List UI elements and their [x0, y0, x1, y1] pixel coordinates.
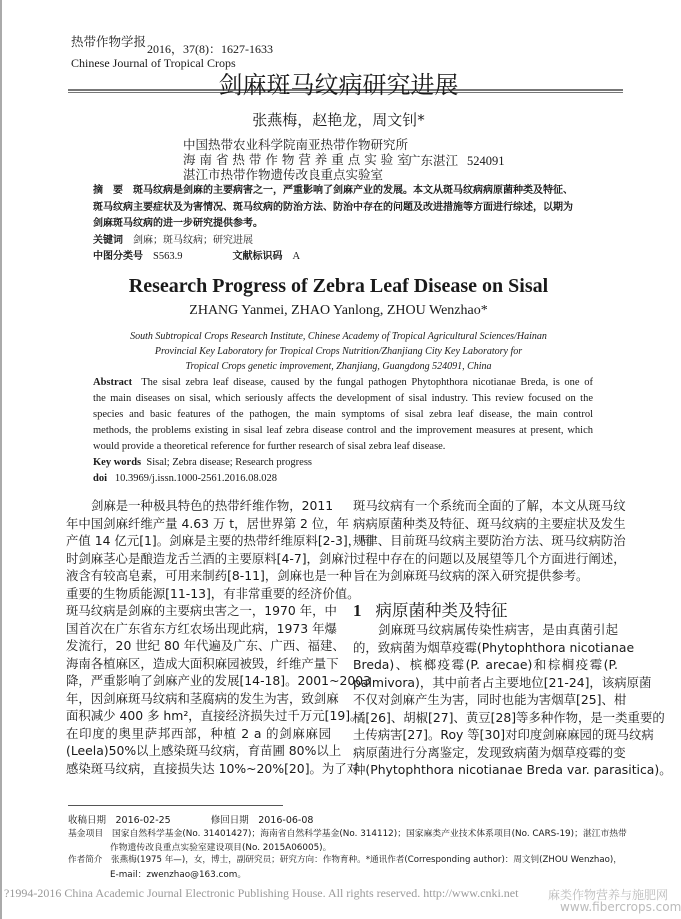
body-line: 种(Phytophthora nicotianae Breda var. parasitica)。	[353, 762, 672, 777]
title-en: Research Progress of Zebra Leaf Disease on Sisal	[128, 275, 549, 297]
body-line: (Leela)50%以上感染斑马纹病，育苗圃 80%以上	[66, 743, 342, 758]
journal-name-cn: 热带作物学报	[71, 34, 147, 49]
affiliation-city: 广东湛江	[408, 153, 459, 168]
body-line: palmivora)，其中前者占主要地位[21-24]，该病原菌	[353, 674, 652, 690]
footnote-rule	[68, 805, 283, 806]
affiliation-postcode: 524091	[467, 154, 505, 168]
body-line: 不仅对剑麻产生为害，同时也能为害烟草[25]、柑	[353, 692, 627, 707]
affiliation-en-line: South Subtropical Crops Research Institute, Chinese Academy of Tropical Agricultural Sciences/Hainan	[130, 331, 547, 342]
abstract-cn-line: 剑麻斑马纹病的进一步研究提供参考。	[93, 218, 263, 229]
body-line: 国首次在广东省东方红农场出现此病，1973 年爆	[66, 620, 337, 636]
footnote-author: 作者简介 张燕梅(1975 年—)，女，博士，副研究员；研究方向：作物育种。*通讯作者(Corresponding author)：周文钊(ZHOU Wenzhao)，	[68, 855, 622, 865]
affiliation-en	[0, 329, 677, 374]
keywords-cn-label: 关键词	[93, 234, 123, 246]
affiliation-line: 中国热带农业科学院南亚热带作物研究所	[183, 137, 409, 152]
copyright: ?1994-2016 China Academic Journal Electronic Publishing House. All rights reserved. http://www.cnki.net	[4, 886, 519, 900]
body-line: 剑麻斑马纹病属传染性病害，是由真菌引起	[378, 622, 618, 637]
abstract-cn	[93, 183, 583, 266]
title-cn: 剑麻斑马纹病研究进展	[218, 71, 459, 99]
body-line: 斑马纹病有一个系统而全面的了解，本文从斑马纹	[353, 498, 626, 513]
affiliation-line: 海 南 省 热 带 作 物 营 养 重 点 实 验 室	[183, 152, 410, 167]
classification-label: 中图分类号	[93, 251, 143, 262]
keywords-cn-value: 剑麻；斑马纹病；研究进展	[133, 234, 253, 246]
section-title: 病原菌种类及特征	[375, 601, 508, 620]
body-line: 橘[26]、胡椒[27]、黄豆[28]等多种作物，是一类重要的	[353, 709, 665, 725]
abstract-en-line: methods, the problems existing in sisal leaf zebra disease control and the improvement measures at present, which	[93, 425, 593, 436]
body-line: 面积减少 400 多 hm²，直接经济损失过千万元[19]。	[66, 708, 363, 723]
body-line: 年中国剑麻纤维产量 4.63 万 t，居世界第 2 位，年	[66, 515, 350, 531]
body-line: 病原菌进行分离鉴定，发现致病菌为烟草疫霉的变	[353, 744, 626, 760]
footnote-fund: 基金项目 国家自然科学基金(No. 31401427)；海南省自然科学基金(No. 314112)；国家麻类产业技术体系项目(No. CARS-19)；湛江市热带	[68, 829, 627, 839]
body-column-left	[66, 497, 373, 777]
keywords-en-label: Key words	[93, 457, 142, 468]
received-date: 收稿日期 2016-02-25	[68, 815, 171, 826]
journal-citation: 2016，37(8)：1627-1633	[147, 42, 273, 56]
doc-code-value: A	[292, 251, 301, 262]
authors-en: ZHANG Yanmei, ZHAO Yanlong, ZHOU Wenzhao*	[189, 303, 488, 318]
body-line: 在印度的奥里萨邦西部，种植 2 a 的剑麻麻园	[66, 725, 331, 741]
body-line: 液含有较高皂素，可用来制药[8-11]，剑麻也是一种	[66, 568, 352, 583]
watermark-logo-text: 麻类作物营养与施肥网	[548, 888, 669, 902]
abstract-en-line: species and basic features of the pathogen, the main symptoms of sisal zebra leaf disease, the main control	[93, 409, 593, 420]
body-line: 的，致病菌为烟草疫霉(Phytophthora nicotianae	[353, 639, 635, 655]
watermark-url: www.fibercrops.com	[560, 900, 681, 914]
body-line: 降，严重影响了剑麻产业的发展[14-18]。2001~2003	[66, 673, 371, 688]
footnote-email: E-mail：zwenzhao@163.com。	[110, 870, 247, 880]
body-line: 剑麻是一种极具特色的热带纤维作物，2011	[91, 498, 334, 513]
body-line: 海南各植麻区，造成大面积麻园被毁，纤维产量下	[66, 655, 339, 671]
body-line: 规律、目前斑马纹病主要防治方法、斑马纹病防治	[353, 533, 626, 548]
affiliation-line: 湛江市热带作物遗传改良重点实验室	[183, 167, 384, 182]
footnote-fund-cont: 作物遗传改良重点实验室建设项目(No. 2015A06005)。	[110, 843, 332, 853]
body-line: 土传病害[27]。Roy 等[30]对印度剑麻麻园的斑马纹病	[353, 727, 654, 742]
keywords-en-value: Sisal; Zebra disease; Research progress	[146, 457, 312, 468]
body-line: 病病原菌种类及特征、斑马纹病的主要症状及发生	[353, 515, 626, 531]
body-line: 产值 14 亿元[1]。剑麻是主要的热带纤维原料[2-3]，同	[66, 533, 373, 548]
page-edge	[0, 0, 2, 919]
body-line: Breda)、槟榔疫霉(P. arecae)和棕榈疫霉(P.	[353, 657, 618, 672]
body-line: 感染斑马纹病，直接损失达 10%~20%[20]。为了对	[66, 760, 360, 776]
classification-value: S563.9	[153, 251, 183, 262]
body-line: 旨在为剑麻斑马纹病的深入研究提供参考。	[353, 568, 589, 583]
journal-name-en: Chinese Journal of Tropical Crops	[71, 56, 236, 70]
body-line: 发流行，20 世纪 80 年代遍及广东、广西、福建、	[66, 638, 345, 653]
affiliation-en-line: Tropical Crops genetic improvement, Zhanjiang, Guangdong 524091, China	[185, 361, 492, 372]
revised-date: 修回日期 2016-06-08	[210, 815, 314, 826]
body-column-right-section1	[353, 621, 672, 779]
footnote-dates	[68, 812, 313, 826]
abstract-cn-line: 斑马纹病是剑麻的主要病害之一，严重影响了剑麻产业的发展。本文从斑马纹病病原菌种类及特征、	[133, 185, 573, 196]
section-number: 1	[353, 601, 362, 620]
abstract-cn-label: 摘 要	[93, 185, 123, 196]
doc-code-label: 文献标识码	[232, 251, 283, 262]
abstract-en-line: would provide a theoretical reference for further research of sisal zebra leaf disease.	[93, 441, 446, 452]
abstract-cn-line: 斑马纹病主要症状及为害情况、斑马纹病的防治方法、防治中存在的问题及改进措施等方面进行综述，以期为	[93, 201, 573, 213]
doi-label: doi	[93, 473, 108, 484]
body-line: 过程中存在的问题以及展望等几个方面进行阐述，	[353, 550, 626, 566]
doi-value: 10.3969/j.issn.1000-2561.2016.08.028	[114, 473, 278, 484]
body-line: 重要的生物质能源[11-13]，有非常重要的经济价值。	[66, 585, 360, 601]
abstract-en-line: The sisal zebra leaf disease, caused by the fungal pathogen Phytophthora nicotianae Breda, is one of	[141, 377, 593, 388]
abstract-en-line: the main diseases on sisal, which seriously affects the development of sisal industry. This review focused on the	[93, 393, 593, 404]
affiliation-en-line: Provincial Key Laboratory for Tropical Crops Nutrition/Zhanjiang City Key Laboratory for	[154, 346, 523, 357]
body-line: 时剑麻茎心是酿造龙舌兰酒的主要原料[4-7]，剑麻汁	[66, 550, 357, 566]
section-heading-1	[353, 597, 508, 621]
abstract-en-label: Abstract	[93, 377, 133, 388]
authors-cn: 张燕梅，赵艳龙，周文钊*	[252, 111, 425, 129]
abstract-en	[93, 375, 593, 487]
affiliation-cn	[183, 137, 410, 182]
body-column-right-intro	[353, 497, 626, 585]
body-line: 年，因剑麻斑马纹病和茎腐病的发生为害，致剑麻	[66, 690, 339, 706]
body-line: 斑马纹病是剑麻的主要病虫害之一，1970 年，中	[66, 603, 337, 618]
